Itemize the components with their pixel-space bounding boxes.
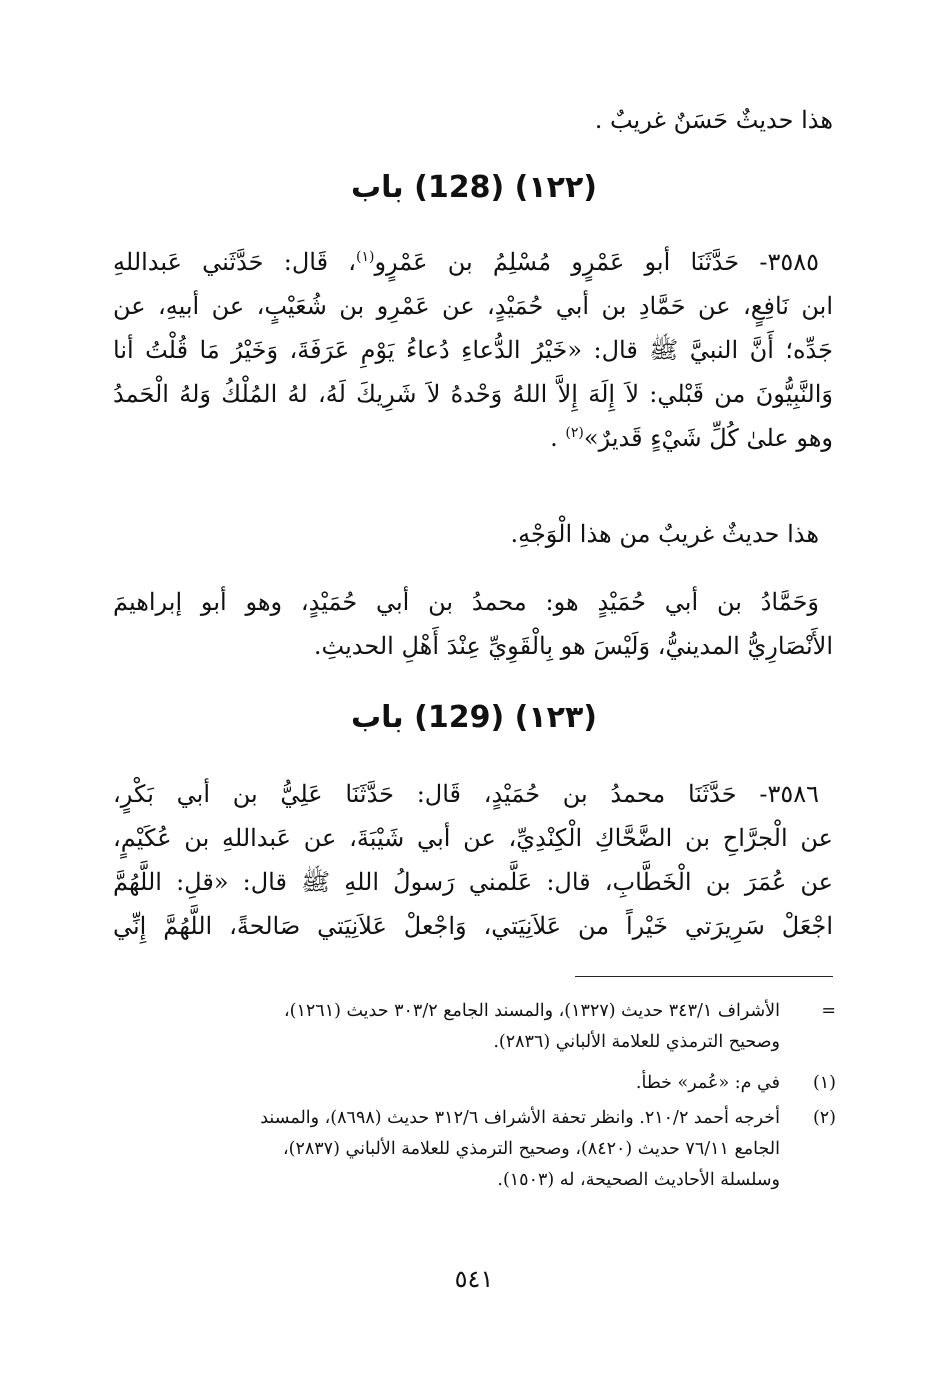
hadith-line: عن الْجرَّاحِ بن الضَّحَّاكِ الْكِنْدِيِّ، عن أبي شَيْبَةَ، عن عَبداللهِ بن عُكَيْمٍ، xyxy=(113,824,833,852)
footnote-2 xyxy=(110,1103,836,1196)
footnote-continued xyxy=(110,996,836,1058)
commentary-line: وَحَمَّادُ بن أبي حُمَيْدٍ هو: محمدُ بن أبي حُمَيْدٍ، وهو أبو إبراهيمَ xyxy=(113,588,819,616)
hadith-line xyxy=(113,416,833,460)
commentary-line: الأَنْصَارِيُّ المدينيُّ، وَلَيْسَ هو بِالْقَوِيِّ عِنْدَ أَهْلِ الحديثِ. xyxy=(313,632,833,660)
hadith-line-text: ٣٥٨٥- حَدَّثَنَا أبو عَمْرٍو مُسْلِمُ بن عَمْرٍو xyxy=(374,248,819,276)
footnote-ref-2: (٢) xyxy=(565,425,584,441)
hadith-line-text: ، قَال: حَدَّثَني عَبداللهِ xyxy=(113,248,356,276)
top-note xyxy=(113,98,833,142)
hadith-line: وَالنَّبِيُّونَ من قَبْلي: لاَ إِلَهَ إِلاَّ اللهُ وَحْدهُ لاَ شَرِيكَ لَهُ، لهُ المُلْكُ وَلهُ الْحَمدُ xyxy=(113,380,833,408)
hadith-line: ٣٥٨٦- حَدَّثَنَا محمدُ بن حُمَيْدٍ، قَال: حَدَّثَنَا عَلِيُّ بن أبي بَكْرٍ، xyxy=(113,780,819,808)
commentary-1 xyxy=(113,512,833,556)
chapter-heading-128: (١٢٢) (128) باب xyxy=(351,170,597,205)
hadith-3586 xyxy=(113,772,833,948)
hadith-line xyxy=(113,240,833,284)
commentary-2 xyxy=(113,580,833,668)
footnote-separator xyxy=(575,976,833,977)
chapter-heading-129: (١٢٣) (129) باب xyxy=(351,700,597,735)
footnotes xyxy=(110,996,836,1196)
footnote-marker: (٢) xyxy=(812,1108,836,1128)
footnote-marker: = xyxy=(821,1001,836,1021)
hadith-line-text: . xyxy=(550,424,566,452)
hadith-line-text: وهو علىٰ كُلِّ شَيْءٍ قَديرٌ» xyxy=(583,424,833,452)
footnote-line: أخرجه أحمد ٢١٠/٢. وانظر تحفة الأشراف ٣١٢/٦ حديث (٨٦٩٨)، والمسند xyxy=(260,1108,780,1128)
hadith-line: جَدِّه؛ أَنَّ النبيَّ ﷺ قال: «خَيْرُ الدُّعاءِ دُعاءُ يَوْمِ عَرَفَةَ، وَخَيْرُ مَا قُلْتُ أنا xyxy=(113,336,833,364)
footnote-line: الجامع ٧٦/١١ حديث (٨٤٢٠)، وصحيح الترمذي للعلامة الألباني (٢٨٣٧)، xyxy=(283,1139,780,1159)
hadith-line: عن عُمَرَ بن الْخَطَّابِ، قال: عَلَّمني رَسولُ اللهِ ﷺ قال: «قلِ: اللَّهُمَّ xyxy=(113,868,833,896)
footnote-ref-1: (١) xyxy=(356,249,375,265)
footnote-line: الأشراف ٣٤٣/١ حديث (١٣٢٧)، والمسند الجامع ٣٠٣/٢ حديث (١٢٦١)، xyxy=(284,1001,780,1021)
footnote-line: وسلسلة الأحاديث الصحيحة، له (١٥٠٣). xyxy=(497,1170,780,1190)
footnote-line: وصحيح الترمذي للعلامة الألباني (٢٨٣٦). xyxy=(493,1032,780,1052)
top-note-text: هذا حديثٌ حَسَنٌ غريبٌ . xyxy=(594,106,833,134)
commentary-text: هذا حديثٌ غريبٌ من هذا الْوَجْهِ. xyxy=(510,520,819,548)
hadith-line: اجْعَلْ سَرِيرَتي خَيْراً من عَلاَنِيَتي، وَاجْعلْ عَلاَنِيَتي صَالحةً، اللَّهُمَّ إِنِّي xyxy=(113,912,833,940)
footnote-line: في م: «عُمر» خطأ. xyxy=(635,1073,780,1093)
page-number: ٥٤١ xyxy=(454,1265,494,1293)
footnote-marker: (١) xyxy=(812,1073,836,1093)
hadith-line: ابن نَافِعٍ، عن حَمَّادِ بن أبي حُمَيْدٍ، عن عَمْرِو بن شُعَيْبٍ، عن أبيهِ، عن xyxy=(113,292,833,320)
hadith-3585 xyxy=(113,240,833,460)
footnote-1 xyxy=(110,1068,836,1099)
